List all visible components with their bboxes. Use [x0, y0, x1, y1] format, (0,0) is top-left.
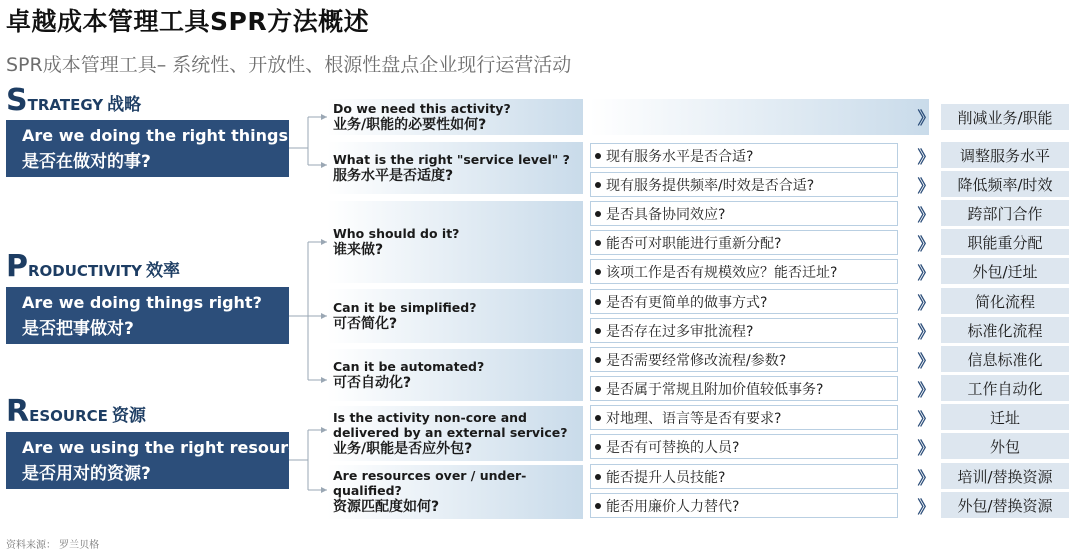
question-zh: 资源匹配度如何? — [333, 499, 440, 515]
chevron-right-icon: 》 — [917, 352, 929, 372]
detail-row — [590, 201, 898, 226]
detail-row — [590, 259, 898, 284]
question-en: Can it be automated? — [333, 358, 485, 374]
question-en: Who should do it? — [333, 225, 460, 241]
result-label: 调整服务水平 — [941, 142, 1069, 168]
chevron-right-icon: 》 — [917, 264, 929, 284]
chevron-right-icon: 》 — [917, 323, 929, 343]
question-zh: 可否简化? — [333, 315, 398, 332]
strategy-cn: 战略 — [107, 95, 142, 115]
strategy-connector — [289, 117, 327, 165]
question-zh: 服务水平是否适度? — [333, 167, 454, 184]
result-label: 培训/替换资源 — [941, 463, 1069, 489]
bullet-dot — [595, 357, 601, 363]
detail-row — [590, 230, 898, 255]
bullet-dot — [595, 386, 601, 392]
strategy-question-en: Are we doing the right things? — [22, 126, 298, 145]
detail-text: 是否需要经常修改流程/参数? — [606, 352, 787, 369]
strategy-word: TRATEGY — [27, 96, 104, 114]
detail-text: 现有服务提供频率/时效是否合适? — [606, 177, 815, 194]
question-box — [327, 201, 583, 283]
result-label: 外包/替换资源 — [941, 492, 1069, 518]
bullet-dot — [595, 444, 601, 450]
source-note: 资料来源： 罗兰贝格 — [6, 540, 100, 551]
result-label: 职能重分配 — [941, 229, 1069, 255]
result-label: 信息标准化 — [941, 346, 1069, 372]
chevron-right-icon: 》 — [917, 410, 929, 430]
question-en: Are resources over / under-qualified? — [333, 468, 527, 498]
detail-row — [590, 347, 898, 372]
productivity-connector — [289, 242, 327, 380]
page-title: 卓越成本管理工具SPR方法概述 — [6, 7, 370, 36]
result-label: 简化流程 — [941, 288, 1069, 314]
result-label: 外包/迁址 — [941, 258, 1069, 284]
question-box — [327, 99, 583, 135]
productivity-cn: 效率 — [146, 261, 181, 281]
bullet-dot — [595, 299, 601, 305]
question-zh: 可否自动化? — [333, 374, 412, 391]
detail-text: 是否有更简单的做事方式? — [606, 294, 768, 311]
question-zh: 谁来做? — [333, 241, 384, 258]
bullet-dot — [595, 474, 601, 480]
bullet-dot — [595, 328, 601, 334]
result-label: 外包 — [941, 433, 1069, 459]
detail-text: 对地理、语言等是否有要求? — [606, 410, 782, 427]
result-label: 削减业务/职能 — [941, 104, 1069, 130]
resource-word: ESOURCE — [29, 407, 108, 425]
result-label: 迁址 — [941, 404, 1069, 430]
question-box — [327, 406, 583, 461]
resource-question-en: Are we using the right resources? — [22, 438, 328, 457]
resource-cn: 资源 — [111, 406, 146, 426]
resource-initial: R — [6, 394, 30, 429]
resource-connector — [289, 430, 327, 490]
bullet-dot — [595, 182, 601, 188]
chevron-right-icon: 》 — [917, 381, 929, 401]
detail-row — [590, 376, 898, 401]
detail-row — [590, 172, 898, 197]
strategy-initial: S — [6, 83, 28, 118]
chevron-right-icon: 》 — [917, 469, 929, 489]
detail-row — [590, 434, 898, 459]
productivity-question-zh: 是否把事做对? — [22, 319, 134, 339]
detail-row — [590, 289, 898, 314]
result-label: 降低频率/时效 — [941, 171, 1069, 197]
question-box — [327, 142, 583, 194]
question-en: Can it be simplified? — [333, 299, 477, 315]
bullet-dot — [595, 503, 601, 509]
detail-row — [590, 143, 898, 168]
detail-text: 能否用廉价人力替代? — [606, 498, 740, 515]
chevron-right-icon: 》 — [917, 148, 929, 168]
bullet-dot — [595, 211, 601, 217]
question-en: Is the activity non-core and delivered by an external service? — [333, 409, 568, 440]
question-en: Do we need this activity? — [333, 100, 511, 116]
detail-text: 是否属于常规且附加价值较低事务? — [606, 381, 824, 398]
detail-text: 是否有可替换的人员? — [606, 439, 740, 456]
bullet-dot — [595, 153, 601, 159]
detail-text: 能否提升人员技能? — [606, 469, 726, 486]
productivity-question-en: Are we doing things right? — [22, 293, 262, 312]
bullet-dot — [595, 415, 601, 421]
detail-text: 是否具备协同效应? — [606, 206, 726, 223]
strategy-question-zh: 是否在做对的事? — [22, 152, 151, 172]
detail-row — [590, 318, 898, 343]
chevron-right-icon: 》 — [917, 439, 929, 459]
chevron-right-icon: 》 — [917, 294, 929, 314]
result-label: 工作自动化 — [941, 375, 1069, 401]
detail-row — [590, 464, 898, 489]
question-en: What is the right "service level" ? — [333, 151, 570, 167]
strategy-cut-band — [590, 99, 929, 135]
result-label: 跨部门合作 — [941, 200, 1069, 226]
detail-row — [590, 405, 898, 430]
bullet-dot — [595, 240, 601, 246]
detail-row — [590, 493, 898, 518]
question-box — [327, 289, 583, 343]
resource-question-zh: 是否用对的资源? — [22, 464, 151, 484]
productivity-word: RODUCTIVITY — [28, 262, 143, 280]
question-box — [327, 349, 583, 401]
question-box — [327, 465, 583, 519]
question-zh: 业务/职能是否应外包? — [333, 440, 473, 457]
chevron-right-icon: 》 — [917, 235, 929, 255]
question-zh: 业务/职能的必要性如何? — [333, 116, 487, 133]
detail-text: 能否可对职能进行重新分配? — [606, 235, 782, 252]
chevron-right-icon: 》 — [917, 498, 929, 518]
result-label: 标准化流程 — [941, 317, 1069, 343]
chevron-right-icon: 》 — [917, 206, 929, 226]
chevron-right-icon: 》 — [917, 177, 929, 197]
detail-text: 现有服务水平是否合适? — [606, 148, 754, 165]
detail-text: 该项工作是否有规模效应？能否迁址? — [606, 264, 838, 281]
detail-text: 是否存在过多审批流程? — [606, 323, 754, 340]
productivity-initial: P — [6, 249, 28, 284]
bullet-dot — [595, 269, 601, 275]
page-subtitle: SPR成本管理工具– 系统性、开放性、根源性盘点企业现行运营活动 — [6, 54, 572, 76]
chevron-right-icon: 》 — [917, 109, 929, 129]
